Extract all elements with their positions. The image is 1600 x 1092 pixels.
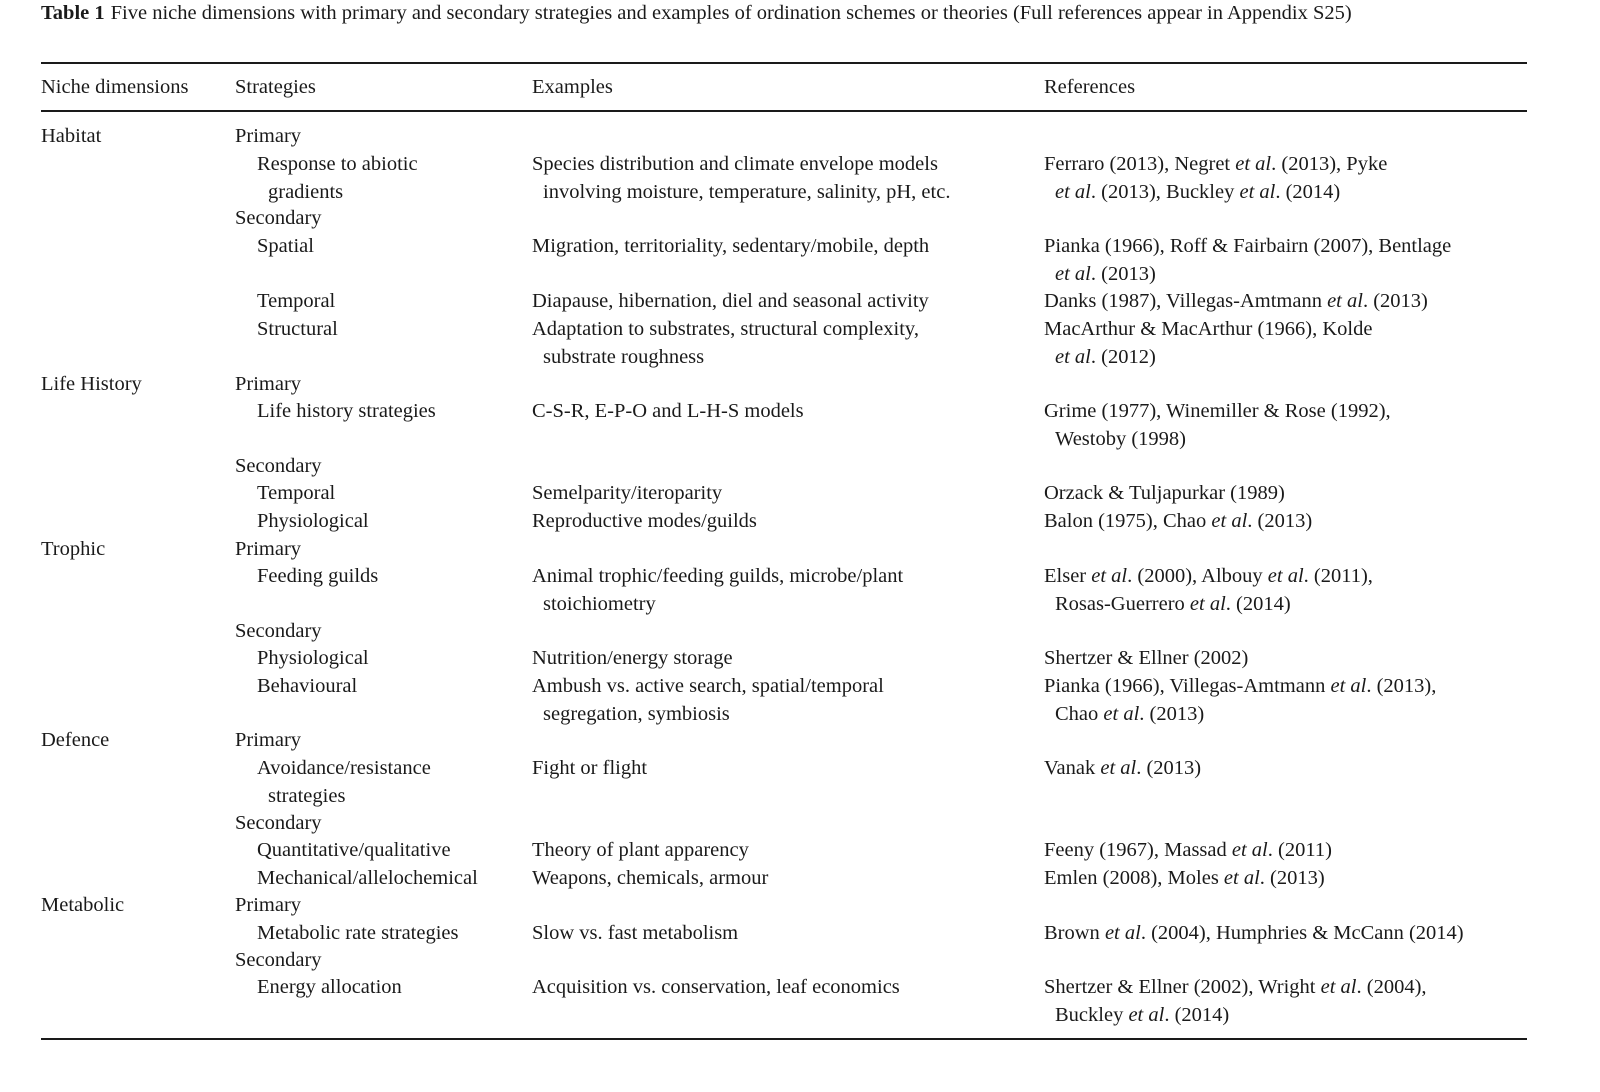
example-cell: Weapons, chemicals, armour <box>532 867 769 889</box>
niche-defence: Defence <box>41 729 110 751</box>
reference-cell: Emlen (2008), Moles et al. (2013) <box>1044 867 1325 889</box>
reference-cell: Pianka (1966), Villegas-Amtmann et al. (2013), Chao et al. (2013) <box>1044 675 1437 725</box>
strategy-item: Avoidance/resistance strategies <box>257 757 431 807</box>
example-cell: Reproductive modes/guilds <box>532 510 757 532</box>
strategy-secondary: Secondary <box>235 455 322 477</box>
strategy-primary: Primary <box>235 894 302 916</box>
header-examples: Examples <box>532 76 613 98</box>
strategy-item: Spatial <box>257 235 314 257</box>
example-cell: Migration, territoriality, sedentary/mobile, depth <box>532 235 930 257</box>
reference-cell: Shertzer & Ellner (2002), Wright et al. (2004), Buckley et al. (2014) <box>1044 976 1427 1026</box>
reference-cell: Brown et al. (2004), Humphries & McCann (2014) <box>1044 922 1464 944</box>
reference-cell: Shertzer & Ellner (2002) <box>1044 647 1249 669</box>
reference-cell: Orzack & Tuljapurkar (1989) <box>1044 482 1285 504</box>
top-rule <box>41 62 1527 64</box>
niche-habitat: Habitat <box>41 125 102 147</box>
niche-metabolic: Metabolic <box>41 894 125 916</box>
example-cell: Diapause, hibernation, diel and seasonal activity <box>532 290 929 312</box>
header-references: References <box>1044 76 1136 98</box>
strategy-item: Temporal <box>257 482 336 504</box>
example-cell: Slow vs. fast metabolism <box>532 922 739 944</box>
reference-cell: MacArthur & MacArthur (1966), Kolde et al. (2012) <box>1044 318 1373 368</box>
strategy-primary: Primary <box>235 373 302 395</box>
reference-cell: Danks (1987), Villegas-Amtmann et al. (2013) <box>1044 290 1428 312</box>
strategy-secondary: Secondary <box>235 812 322 834</box>
header-rule <box>41 110 1527 112</box>
example-cell: Ambush vs. active search, spatial/temporal segregation, symbiosis <box>532 675 884 725</box>
strategy-item: Physiological <box>257 510 369 532</box>
strategy-item: Energy allocation <box>257 976 402 998</box>
example-cell: Adaptation to substrates, structural complexity, substrate roughness <box>532 318 919 368</box>
example-cell: C-S-R, E-P-O and L-H-S models <box>532 400 804 422</box>
strategy-item: Quantitative/qualitative <box>257 839 451 861</box>
table-caption <box>41 0 1527 27</box>
strategy-item: Physiological <box>257 647 369 669</box>
example-cell: Fight or flight <box>532 757 648 779</box>
strategy-primary: Primary <box>235 729 302 751</box>
strategy-item: Structural <box>257 318 338 340</box>
strategy-item: Feeding guilds <box>257 565 379 587</box>
example-cell: Acquisition vs. conservation, leaf economics <box>532 976 900 998</box>
strategy-item: Behavioural <box>257 675 358 697</box>
table-label: Table 1 <box>41 2 105 24</box>
niche-life-history: Life History <box>41 373 142 395</box>
reference-cell: Pianka (1966), Roff & Fairbairn (2007), Bentlage et al. (2013) <box>1044 235 1452 285</box>
strategy-item: Temporal <box>257 290 336 312</box>
header-niche-dimensions: Niche dimensions <box>41 76 189 98</box>
reference-cell: Vanak et al. (2013) <box>1044 757 1202 779</box>
strategy-primary: Primary <box>235 125 302 147</box>
reference-cell: Balon (1975), Chao et al. (2013) <box>1044 510 1313 532</box>
example-cell: Semelparity/iteroparity <box>532 482 723 504</box>
header-strategies: Strategies <box>235 76 316 98</box>
strategy-secondary: Secondary <box>235 207 322 229</box>
strategy-item: Response to abiotic gradients <box>257 153 418 203</box>
strategy-secondary: Secondary <box>235 949 322 971</box>
example-cell: Species distribution and climate envelope models involving moisture, temperature, salinity, pH, etc. <box>532 153 951 203</box>
example-cell: Animal trophic/feeding guilds, microbe/plant stoichiometry <box>532 565 904 615</box>
strategy-item: Metabolic rate strategies <box>257 922 459 944</box>
reference-cell: Grime (1977), Winemiller & Rose (1992), Westoby (1998) <box>1044 400 1391 450</box>
reference-cell: Elser et al. (2000), Albouy et al. (2011), Rosas-Guerrero et al. (2014) <box>1044 565 1373 615</box>
strategy-secondary: Secondary <box>235 620 322 642</box>
strategy-item: Mechanical/allelochemical <box>257 867 478 889</box>
caption-text: Five niche dimensions with primary and secondary strategies and examples of ordination schemes or theories (Full references appear in Appendix S25) <box>110 2 1352 24</box>
strategy-item: Life history strategies <box>257 400 436 422</box>
reference-cell: Feeny (1967), Massad et al. (2011) <box>1044 839 1332 861</box>
example-cell: Theory of plant apparency <box>532 839 749 861</box>
strategy-primary: Primary <box>235 538 302 560</box>
niche-trophic: Trophic <box>41 538 106 560</box>
bottom-rule <box>41 1038 1527 1040</box>
example-cell: Nutrition/energy storage <box>532 647 733 669</box>
reference-cell: Ferraro (2013), Negret et al. (2013), Pyke et al. (2013), Buckley et al. (2014) <box>1044 153 1388 203</box>
